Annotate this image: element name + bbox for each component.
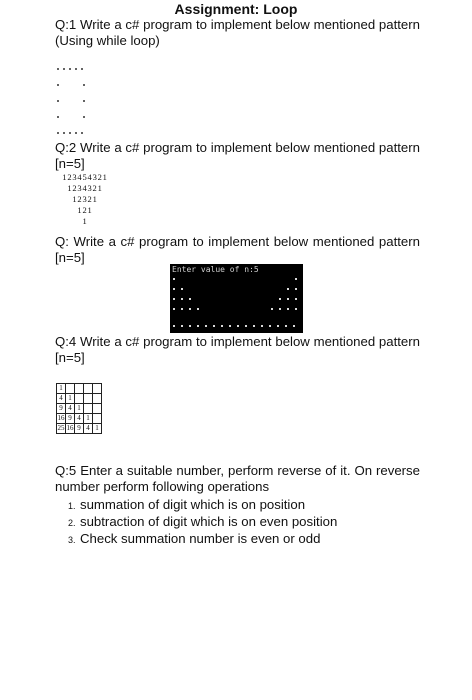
question-2-text: Q:2 Write a c# program to implement below mentioned pattern [n=5] [55, 140, 420, 171]
grid-cell [93, 384, 102, 394]
star-dot [63, 132, 65, 134]
grid-cell: 16 [57, 414, 65, 422]
console-star [269, 325, 271, 327]
console-star [197, 308, 199, 310]
list-number: 3. [68, 535, 76, 545]
console-star [293, 325, 295, 327]
star-dot [57, 68, 59, 70]
list-item [68, 531, 337, 548]
grid-row [57, 424, 102, 434]
pyramid-row: 123454321 [62, 172, 108, 182]
grid-row [57, 384, 102, 394]
console-star [245, 325, 247, 327]
console-star [173, 325, 175, 327]
grid-cell: 1 [57, 384, 66, 394]
star-dot [69, 132, 71, 134]
grid-cell: 25 [57, 424, 65, 432]
grid-cell [75, 394, 84, 404]
question-5-text: Q:5 Enter a suitable number, perform reverse of it. On reverse number perform following operations [55, 463, 420, 494]
console-star [277, 325, 279, 327]
grid-cell [66, 384, 75, 394]
console-prompt: Enter value of n:5 [172, 265, 259, 274]
console-star [173, 308, 175, 310]
console-star [173, 278, 175, 280]
list-item [68, 514, 337, 531]
console-star [285, 325, 287, 327]
squares-grid-pattern [56, 383, 102, 434]
star-dot [83, 116, 85, 118]
console-star [189, 325, 191, 327]
question-4-text: Q:4 Write a c# program to implement below mentioned pattern [n=5] [55, 334, 420, 365]
list-text: Check summation number is even or odd [80, 531, 321, 546]
star-dot [81, 132, 83, 134]
grid-row [57, 414, 102, 424]
hollow-square-pattern [57, 66, 97, 134]
page-title: Assignment: Loop [174, 1, 298, 17]
pyramid-row: 121 [77, 205, 93, 215]
list-text: summation of digit which is on position [80, 497, 306, 512]
grid-cell: 16 [66, 424, 74, 432]
console-star [181, 308, 183, 310]
grid-row [57, 404, 102, 414]
console-star [295, 298, 297, 300]
grid-cell: 1 [75, 404, 84, 414]
console-star [253, 325, 255, 327]
star-dot [57, 84, 59, 86]
grid-cell [84, 394, 93, 404]
star-dot [63, 68, 65, 70]
console-star [295, 308, 297, 310]
list-number: 2. [68, 518, 76, 528]
console-star [213, 325, 215, 327]
console-star [189, 298, 191, 300]
operations-list [68, 497, 337, 548]
console-star [173, 298, 175, 300]
pyramid-row: 1 [82, 216, 88, 226]
grid-cell [93, 404, 102, 414]
number-pyramid-pattern [55, 172, 115, 227]
grid-cell: 1 [93, 424, 102, 434]
console-star [181, 325, 183, 327]
grid-cell: 4 [57, 394, 66, 404]
console-star [295, 288, 297, 290]
star-dot [83, 84, 85, 86]
grid-cell: 4 [66, 404, 75, 414]
console-star [181, 288, 183, 290]
console-star [229, 325, 231, 327]
star-dot [69, 68, 71, 70]
grid-cell: 9 [75, 424, 84, 434]
grid-cell [84, 384, 93, 394]
star-dot [81, 68, 83, 70]
star-dot [75, 68, 77, 70]
console-star [287, 298, 289, 300]
grid-cell: 1 [84, 414, 93, 424]
grid-cell [75, 384, 84, 394]
list-text: subtraction of digit which is on even position [80, 514, 338, 529]
star-dot [75, 132, 77, 134]
grid-cell: 9 [57, 404, 66, 414]
pyramid-row: 12321 [72, 194, 98, 204]
star-dot [83, 100, 85, 102]
star-dot [57, 100, 59, 102]
console-star [287, 288, 289, 290]
console-output-screenshot [170, 264, 303, 333]
console-star [173, 288, 175, 290]
console-star [295, 278, 297, 280]
console-star [197, 325, 199, 327]
grid-cell [93, 414, 102, 424]
console-star [287, 308, 289, 310]
console-star [237, 325, 239, 327]
grid-cell [93, 394, 102, 404]
question-3-text: Q: Write a c# program to implement below mentioned pattern [n=5] [55, 234, 420, 265]
console-star [279, 308, 281, 310]
console-star [181, 298, 183, 300]
star-dot [57, 116, 59, 118]
list-item [68, 497, 337, 514]
pyramid-row: 1234321 [67, 183, 103, 193]
grid-cell [84, 404, 93, 414]
list-number: 1. [68, 501, 76, 511]
console-star [189, 308, 191, 310]
grid-cell: 4 [75, 414, 84, 424]
grid-cell: 4 [84, 424, 93, 434]
console-star [279, 298, 281, 300]
grid-cell: 9 [66, 414, 75, 424]
grid-row [57, 394, 102, 404]
console-star [205, 325, 207, 327]
console-star [261, 325, 263, 327]
console-star [221, 325, 223, 327]
question-1-text: Q:1 Write a c# program to implement below mentioned pattern (Using while loop) [55, 17, 420, 48]
star-dot [57, 132, 59, 134]
grid-cell: 1 [66, 394, 75, 404]
console-star [271, 308, 273, 310]
